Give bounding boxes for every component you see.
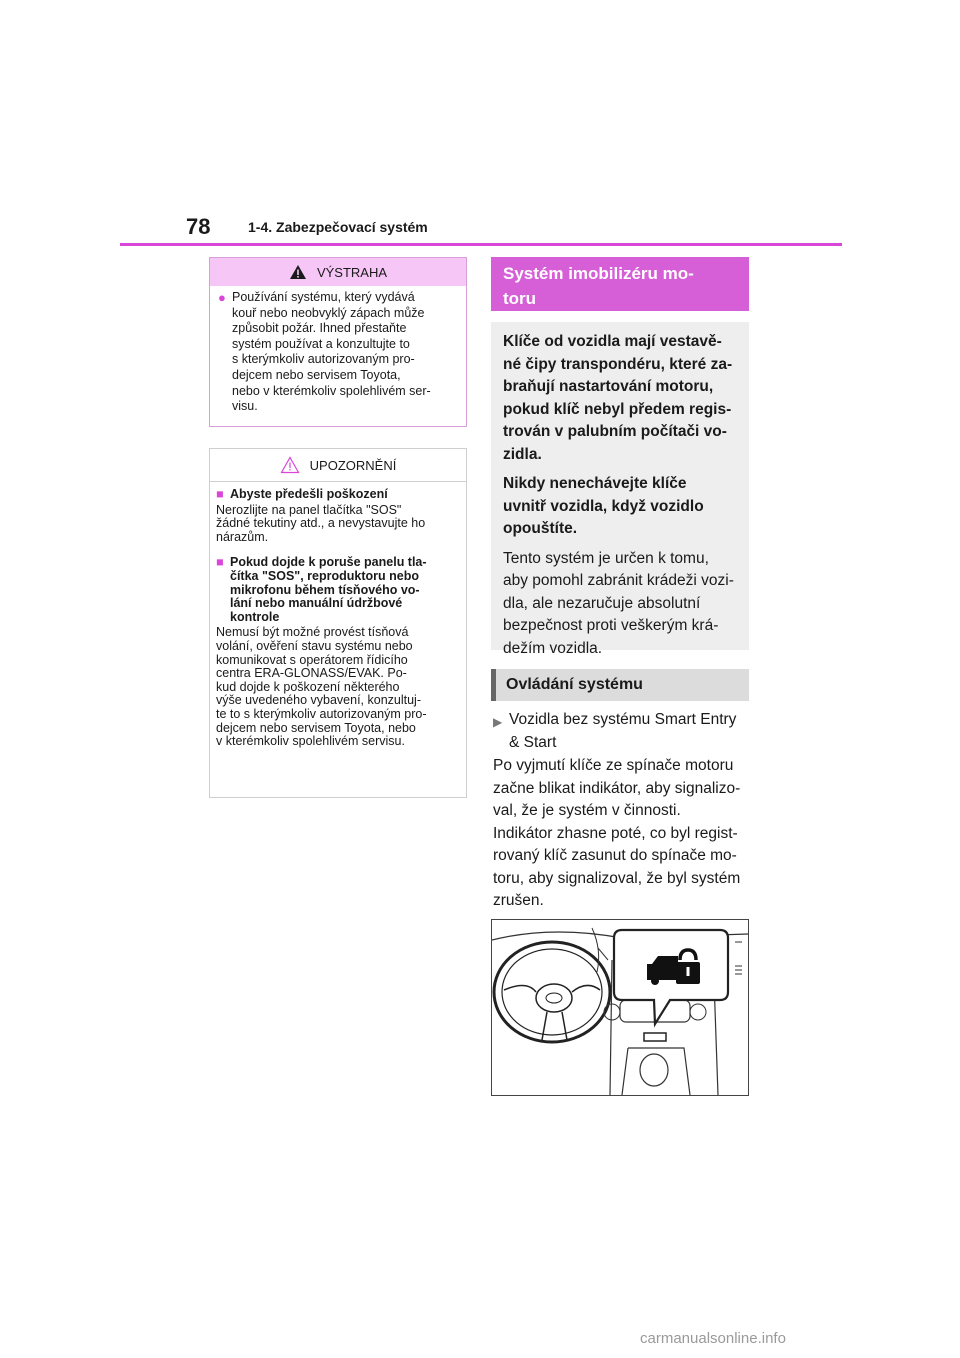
- caution-heading-1: ■ Abyste předešli poškození: [216, 487, 388, 501]
- section-title: 1-4. Zabezpečovací systém: [248, 219, 428, 235]
- warning-bullet: [210, 286, 466, 415]
- dashboard-illustration: [491, 919, 749, 1096]
- caution-triangle-outline-icon: [280, 456, 300, 474]
- operation-title: Ovládání systému: [491, 669, 749, 701]
- caution-box: [209, 448, 467, 798]
- header-rule: [120, 243, 842, 246]
- page-number: 78: [186, 214, 211, 239]
- bullet-dot-icon: ●: [218, 290, 226, 305]
- operation-body: Po vyjmutí klíče ze spínače motoru začne blikat indikátor, aby signalizo- val, že je systém v činnosti. Indikátor zhasne poté, co byl regist- rovaný klíč zasunut do spínače mo- toru, aby signalizoval, že byl systém zrušen.: [493, 757, 741, 909]
- square-bullet-icon: ■: [216, 487, 224, 501]
- warning-text: Používání systému, který vydává kouř nebo neobvyklý zápach může způsobit požár. Ihned přestaňte systém používat a konzultujte to s kterýmkoliv autorizovaným pro- dejcem nebo servisem Toyota, nebo v kterémkoliv spolehlivém ser- visu.: [232, 290, 431, 414]
- square-bullet-icon: ■: [216, 555, 224, 570]
- dashboard-drawing: [492, 920, 748, 1095]
- triangle-bullet-icon: ▶: [493, 715, 503, 729]
- caution-heading-2: ■ Pokud dojde k poruše panelu tla- čítka "SOS", reproduktoru nebo mikrofonu během tísňového vo- lání nebo manuální údržbové kontrole: [216, 555, 427, 624]
- intro-bold-2: Nikdy nenechávejte klíče uvnitř vozidla, když vozidlo opouštíte.: [503, 475, 704, 537]
- intro-text: Tento systém je určen k tomu, aby pomohl zabránit krádeži vozi- dla, ale nezaručuje absolutní bezpečnost proti veškerým krá- dežím vozidla.: [503, 549, 734, 657]
- immobilizer-intro: [491, 322, 749, 657]
- warning-title: VÝSTRAHA: [316, 264, 388, 280]
- operation-item: ▶ Vozidla bez systému Smart Entry & Start: [493, 709, 751, 754]
- caution-body: [210, 482, 466, 749]
- caution-text-1: Nerozlijte na panel tlačítka "SOS" žádné tekutiny atd., a nevystavujte ho nárazům.: [216, 502, 426, 544]
- warning-triangle-icon: [289, 264, 307, 280]
- immobilizer-title: Systém imobilizéru mo- toru: [491, 257, 749, 311]
- warning-box: [209, 257, 467, 427]
- caution-header: [210, 449, 466, 482]
- watermark: carmanualsonline.info: [640, 1330, 786, 1347]
- caution-text-2: Nemusí být možné provést tísňová volání, ověření stavu systému nebo komunikovat s operátorem řídicího centra ERA-GLONASS/EVAK. Po- kud dojde k poškození některého výše uvedeného vybavení, konzultuj- te to s kterýmkoliv autorizovaným pro- dejcem nebo servisem Toyota, nebo v kterémkoliv spolehlivém servisu.: [216, 625, 427, 749]
- caution-title: UPOZORNĚNÍ: [309, 457, 397, 473]
- intro-bold-1: Klíče od vozidla mají vestavě- né čipy transpondéru, které za- braňují nastartování motoru, pokud klíč nebyl předem regis- trován v palubním počítači vo- zidla.: [503, 333, 733, 463]
- warning-header: [210, 258, 466, 286]
